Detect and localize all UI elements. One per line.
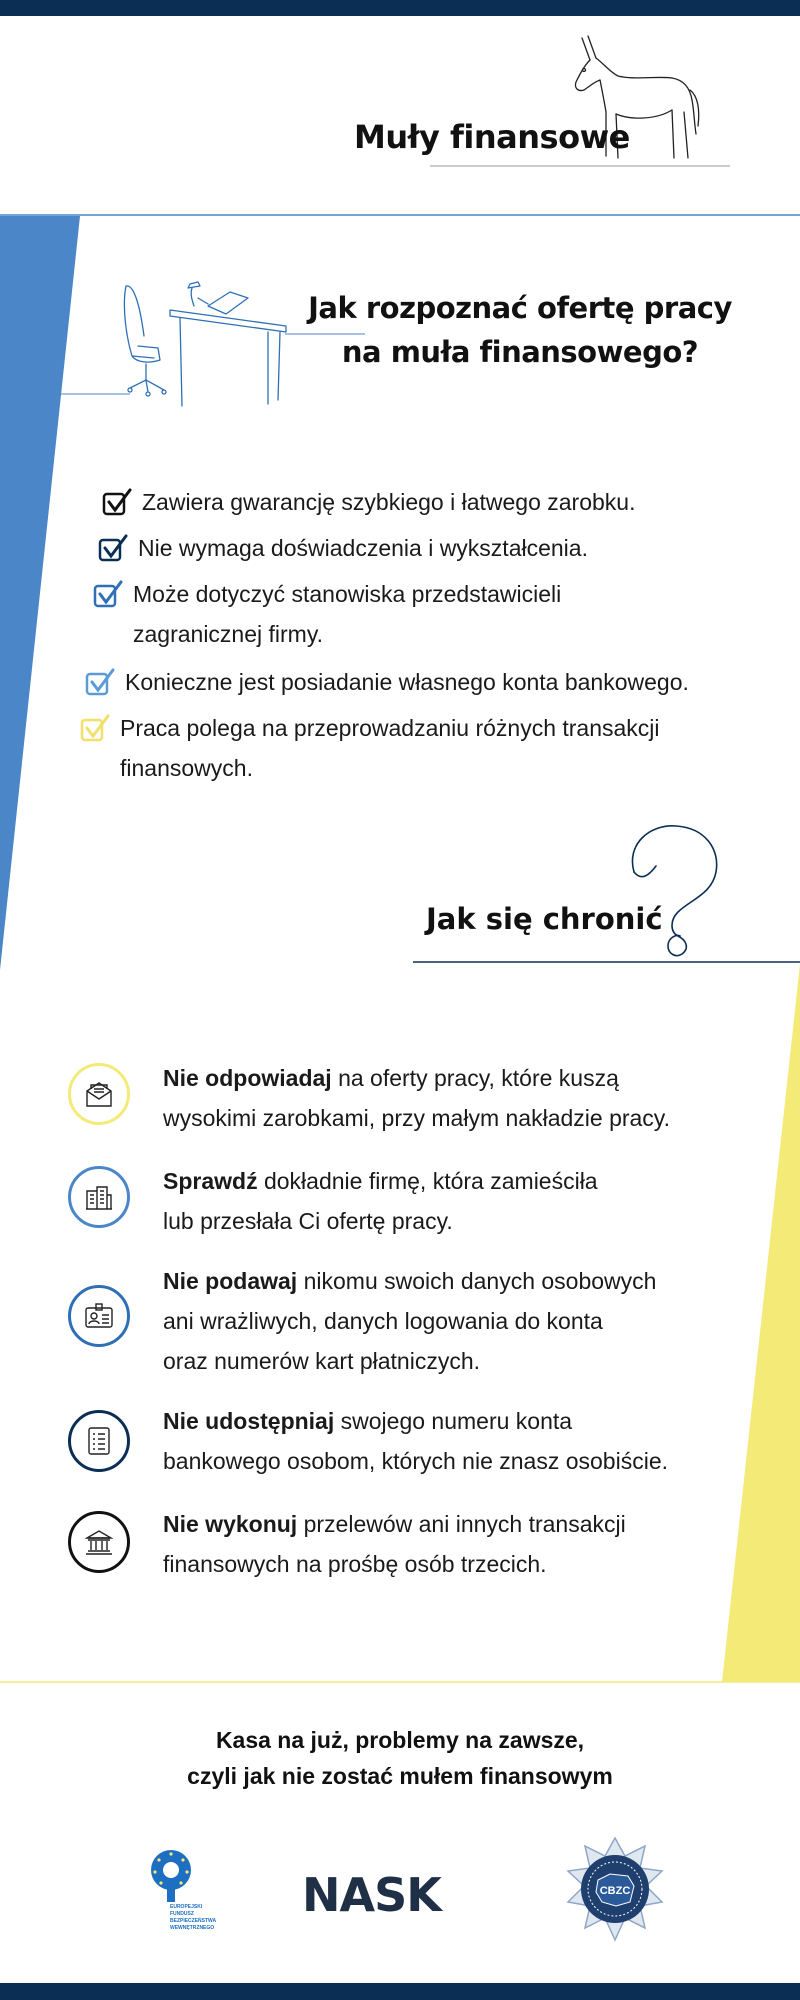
- tip-bold: Sprawdź: [163, 1168, 258, 1194]
- check-item-text: Zawiera gwarancję szybkiego i łatwego zarobku.: [142, 489, 636, 515]
- eu-fund-emblem-icon: [146, 1848, 196, 1904]
- nask-logo: NASK: [302, 1868, 441, 1922]
- tip-line1: swojego numeru konta: [334, 1408, 573, 1434]
- tip-text: [163, 1058, 743, 1138]
- footer-title-line2: czyli jak nie zostać mułem finansowym: [187, 1763, 613, 1789]
- checkbox-icon: [85, 668, 115, 696]
- checkbox-icon: [102, 488, 132, 516]
- tip-line3: oraz numerów kart płatniczych.: [163, 1348, 481, 1374]
- footer-title-line1: Kasa na już, problemy na zawsze,: [215, 1727, 585, 1753]
- check-item: [98, 528, 758, 568]
- section-protect-title: Jak się chronić: [426, 902, 663, 936]
- eu-fund-text: [170, 1904, 216, 1932]
- section-recognize-title-line2: na muła finansowego?: [341, 335, 699, 369]
- checkbox-icon: [98, 534, 128, 562]
- footer-title: [100, 1722, 700, 1794]
- tip-text: [163, 1401, 743, 1481]
- blue-wedge: [0, 216, 80, 970]
- tip-bold: Nie wykonuj: [163, 1511, 298, 1537]
- tip-line2: ani wrażliwych, danych logowania do konta: [163, 1308, 603, 1334]
- eu-fund-text-line: EUROPEJSKI: [170, 1904, 203, 1910]
- buildings-icon: [85, 1183, 113, 1211]
- eu-fund-text-line: FUNDUSZ: [170, 1911, 194, 1917]
- eu-fund-text-line: BEZPIECZEŃSTWA: [170, 1918, 217, 1924]
- tip-text: [163, 1504, 743, 1584]
- tip-item: [68, 1401, 728, 1481]
- tip-line1: na oferty pracy, które kuszą: [331, 1065, 619, 1091]
- tip-line2: wysokimi zarobkami, przy małym nakładzie pracy.: [163, 1105, 670, 1131]
- tip-line2: lub przesłała Ci ofertę pracy.: [163, 1208, 453, 1234]
- tip-item: [68, 1161, 728, 1241]
- check-item-text: Może dotyczyć stanowiska przedstawicieli: [133, 581, 562, 607]
- tip-line1: przelewów ani innych transakcji: [297, 1511, 626, 1537]
- check-item-text-continued: finansowych.: [120, 755, 253, 781]
- cbzc-badge: [560, 1836, 670, 1946]
- eu-fund-logo: [146, 1848, 226, 1932]
- cbzc-label: CBZC: [599, 1885, 631, 1897]
- id-card-icon: [85, 1302, 113, 1330]
- check-item-text: Nie wymaga doświadczenia i wykształcenia.: [138, 535, 588, 561]
- tip-item: [68, 1058, 728, 1138]
- check-item-text-continued: zagranicznej firmy.: [133, 621, 324, 647]
- checklist-icon: [85, 1427, 113, 1455]
- tip-item: [68, 1261, 728, 1381]
- tip-text: [163, 1261, 743, 1381]
- tip-bold: Nie udostępniaj: [163, 1408, 335, 1434]
- tip-icon-circle: [68, 1511, 130, 1573]
- bank-icon: [85, 1528, 113, 1556]
- tip-line2: bankowego osobom, których nie znasz osobiście.: [163, 1448, 669, 1474]
- check-item: [85, 662, 785, 702]
- tip-icon-circle: [68, 1166, 130, 1228]
- checkbox-icon: [93, 580, 123, 608]
- desk-chair-illustration: [118, 276, 298, 416]
- check-item-text: Konieczne jest posiadanie własnego konta bankowego.: [125, 669, 689, 695]
- tip-icon-circle: [68, 1063, 130, 1125]
- section-recognize-title-line1: Jak rozpoznać ofertę pracy: [308, 291, 732, 325]
- tip-line1: nikomu swoich danych osobowych: [297, 1268, 657, 1294]
- envelope-icon: [85, 1080, 113, 1108]
- tip-bold: Nie odpowiadaj: [163, 1065, 332, 1091]
- section-recognize-title: [300, 286, 740, 374]
- check-item-text: Praca polega na przeprowadzaniu różnych transakcji: [120, 715, 660, 741]
- tip-text: [163, 1161, 743, 1241]
- tip-item: [68, 1504, 728, 1584]
- page-title: Muły finansowe: [354, 118, 630, 156]
- check-item: [102, 482, 762, 522]
- tip-icon-circle: [68, 1285, 130, 1347]
- tip-line2: finansowych na prośbę osób trzecich.: [163, 1551, 547, 1577]
- check-item: [93, 574, 753, 654]
- eu-fund-text-line: WEWNĘTRZNEGO: [170, 1925, 215, 1931]
- tip-icon-circle: [68, 1410, 130, 1472]
- checkbox-icon: [80, 714, 110, 742]
- check-item: [80, 708, 780, 788]
- tip-bold: Nie podawaj: [163, 1268, 298, 1294]
- question-mark-icon: [620, 820, 730, 970]
- tip-line1: dokładnie firmę, która zamieściła: [257, 1168, 598, 1194]
